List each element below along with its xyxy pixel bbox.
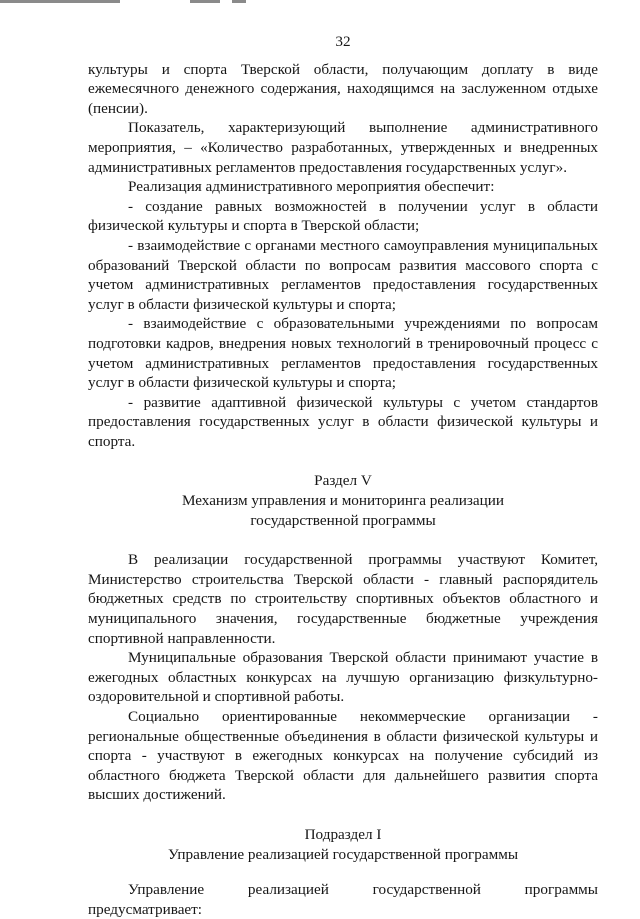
paragraph-management-line2: предусматривает: xyxy=(88,900,203,918)
list-item-adaptive-culture: - развитие адаптивной физической культуры с учетом стандартов предоставления государственных услуг в области физической культуры и спорта. xyxy=(88,393,598,450)
document-page xyxy=(88,32,598,919)
list-item-educational-institutions: - взаимодействие с образовательными учреждениями по вопросам подготовки кадров, внедрения новых технологий в тренировочный процесс с учетом административных регламентов предоставления государственных услуг в области физической культуры и спорта; xyxy=(88,315,598,392)
subsection-title: Управление реализацией государственной программы xyxy=(167,845,519,863)
paragraph-nonprofits: Социально ориентированные некоммерческие организации - региональные общественные объединения в области физической культуры и спорта - участвуют в ежегодных конкурсах на получение субсидий из областного бюджета Тверской области для дальнейшего развития спорта высших достижений. xyxy=(88,708,598,804)
paragraph-indicator: Показатель, характеризующий выполнение административного мероприятия, – «Количество разработанных, утвержденных и внедренных административных регламентов предоставления государственных услуг». xyxy=(88,119,598,176)
paragraph-continuation: культуры и спорта Тверской области, получающим доплату в виде ежемесячного денежного содержания, находящимся на заслуженном отдыхе (пенсии). xyxy=(88,60,598,117)
paragraph-participants: В реализации государственной программы участвуют Комитет, Министерство строительства Тверской области - главный распорядитель бюджетных средств по строительству спортивных объектов областного и муниципального значения, государственные бюджетные учреждения спортивной направленности. xyxy=(88,551,598,647)
page-number: 32 xyxy=(335,33,351,50)
paragraph-municipalities: Муниципальные образования Тверской области принимают участие в ежегодных областных конкурсах на лучшую организацию физкультурно-оздоровительной и спортивной работы. xyxy=(88,649,598,706)
scan-edge-marks xyxy=(0,0,640,6)
subsection-label: Подраздел I xyxy=(304,825,382,843)
section-title-line1: Механизм управления и мониторинга реализации xyxy=(181,492,505,510)
list-item-local-government: - взаимодействие с органами местного самоуправления муниципальных образований Тверской области по вопросам развития массового спорта с учетом административных регламентов предоставления государственных услуг в области физической культуры и спорта; xyxy=(88,236,598,313)
paragraph-implementation-intro: Реализация административного мероприятия обеспечит: xyxy=(128,178,495,196)
paragraph-management-line1: Управление реализацией государственной программы xyxy=(128,881,598,899)
section-title-line2: государственной программы xyxy=(250,511,436,529)
list-item-equal-opportunities: - создание равных возможностей в получении услуг в области физической культуры и спорта в Тверской области; xyxy=(88,197,598,235)
section-label: Раздел V xyxy=(314,472,372,490)
